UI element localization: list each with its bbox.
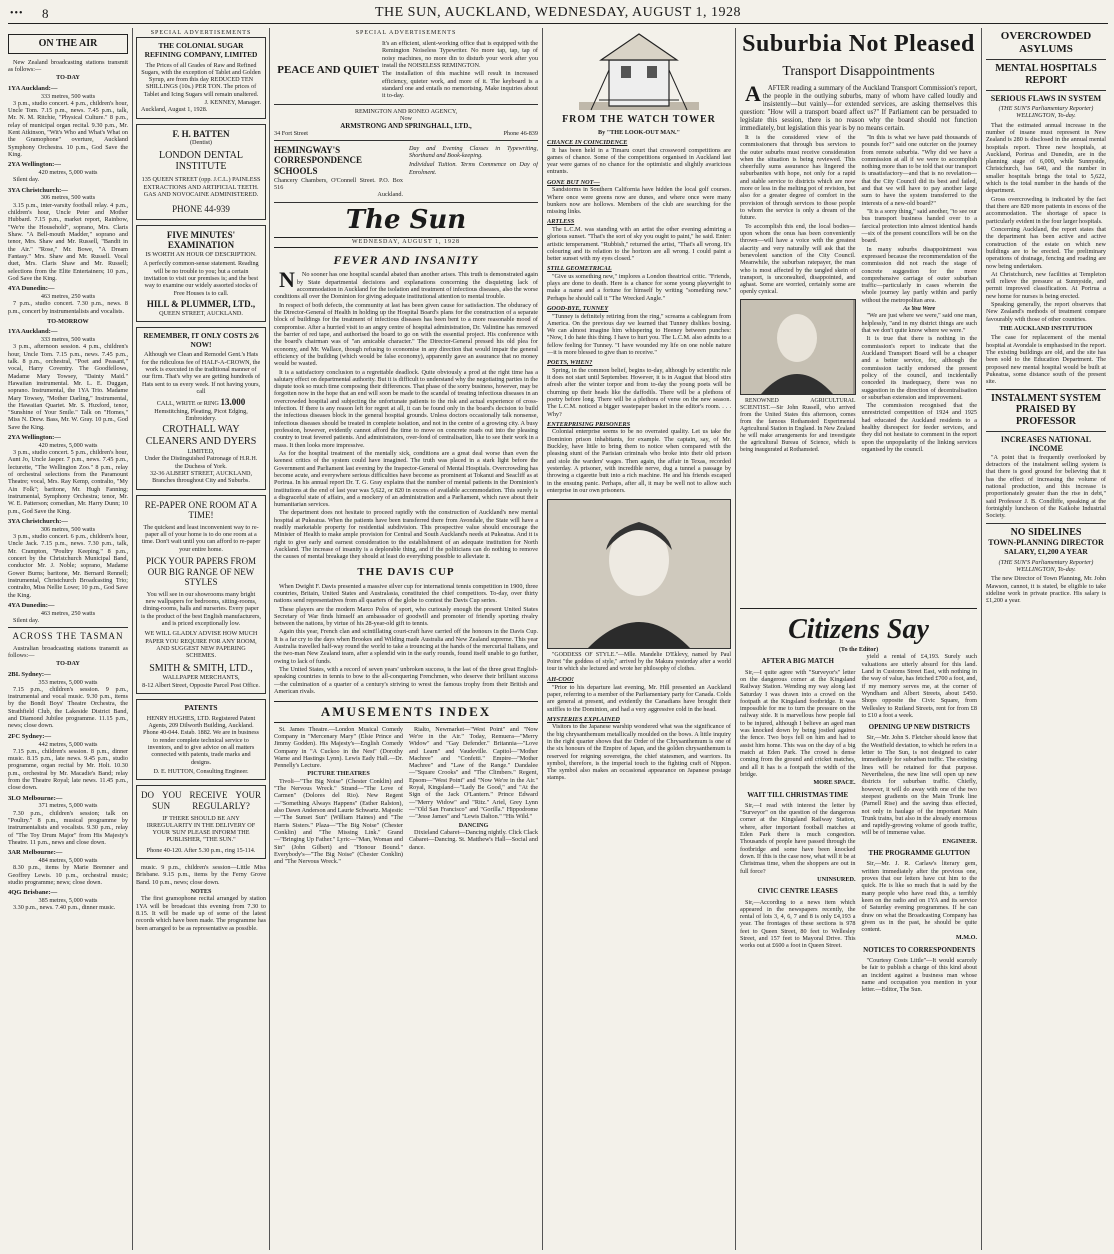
editorial-column: [274, 30, 538, 1250]
dancing-heading: DANCING: [458, 821, 489, 829]
ad-heading: THE COLONIAL SUGAR REFINING COMPANY, LIMITED: [144, 41, 258, 59]
ad-body: You will see in our showrooms many bright new wallpapers for bedrooms, sitting-rooms, dining-rooms, halls and nurseries. Every paper is the product of the best English manufacturers, and is priced exceptionally low.: [141, 590, 261, 628]
instalment-body: "A point that is frequently overlooked by detractors of the instalment selling system is that there is good ground for believing that it has the effect of increasing the volume of national production, and this increase is proportionately greater than the rise in debt," said Professor J. B. Condliffe, speaking at the fortnightly luncheon of the Kaikohe Industrial Society.: [986, 453, 1106, 520]
crothall-ad: [136, 327, 266, 490]
divider: [8, 627, 128, 628]
station-2fc: 2FC Sydney:—: [8, 732, 52, 740]
letter-body: Sir,—According to a news item which appeared in the newspapers recently, the rental of lots 3, 4, 6, 7 and 8 is only £4,193 a year. The frontages of these sections is 978 feet to Queen Street, 80 feet to Wellesley Street, and 157 feet to Mayoral Drive. This works out at £600 a foot in Queen Street.: [740, 898, 856, 950]
ad-terms: Individual Tuition. Terms Commence on Day of Enrolment.: [409, 161, 538, 176]
the-sun-logo: The Sun: [345, 204, 467, 235]
ad-heading: REMEMBER, IT ONLY COSTS 2/6 NOW!: [143, 330, 259, 349]
asylum-paragraph: Speaking generally, the report observes that New Zealand's methods of treatment compare favourably with those of other countries.: [986, 301, 1106, 323]
ad-word: YOUR: [235, 790, 261, 801]
station-programme: Silent day.: [13, 616, 40, 624]
across-tasman-heading: ACROSS THE TASMAN: [12, 631, 124, 642]
station-meta: 371 metres, 5,000 watts: [38, 802, 98, 810]
asylum-paragraph: That the estimated annual increase in the number of insane must represent in New Zealand is 280 is disclosed in the annual mental hospitals report. Three new hospitals, at Auckland, Porirua and Dunedin, are in the planning stage of 6,000, while Sunnyside, Christchurch, has 640, and the number in smaller hospitals brings the total to 5,622, which is the total number in the hands of the department.: [986, 121, 1106, 195]
ad-word: DO: [141, 790, 154, 801]
ad-heading: RE-PAPER ONE ROOM AT A TIME!: [144, 499, 258, 521]
asylum-paragraph: Concerning Auckland, the report states that the department has been active and active construction of the estate on which new buildings are to be erected. The preliminary operations of drainage, fencing and roading are now being undertaken.: [986, 225, 1106, 270]
station-3ar: 3AR Melbourne:—: [8, 849, 63, 857]
station-4ya: 4YA Dunedin:—: [8, 601, 55, 609]
column-rule: [269, 28, 270, 1250]
editorial-headline: FEVER AND INSANITY: [333, 253, 479, 268]
ad-call: CALL, WRITE or RING: [156, 400, 219, 408]
ad-right: [409, 145, 538, 199]
editorial-paragraph: It is a satisfactory conclusion to a regrettable deadlock. Quite obviously a prod at the right time has a salutary effect on departmental authority. But it is difficult to understand why the negotiating parties in the dispute took so much time composing their differences. That phase of the sorry business, however, may be forgotten now in the hope that an end will soon be made to the scandal of treating infectious diseases in an overcrowded hospital and subjecting the unfortunate patients to the risk and actual experience of cross-infection. If there is any reason left for regret at all, it can be found only in the board's decision to build the infectious diseases block in the general hospital grounds. Unless doctors occasionally talk nonsense, infectious diseases should be treated in complete isolation, and not in the centre of a growing city. A busy profession, however, evidently cannot afford the time to move on concrete roads out into the pleasing country to treat fevered patients. And administrators, over-fond of centralisation, like to see their work in a mass. It then looks more impressive.: [274, 368, 538, 449]
letter-signature: MORE SPACE.: [813, 779, 856, 787]
amusements-suburban: Rialto, Newmarket—"West Point" and "Now We're in the Air." Today, Remuera—"Merry Widow" and "Gay Defender." Britannia—"Love and Learn" and Vaudeville. Capitol—"Mother Machree" and "Confetti." Empire—"Mother Machree" and "Law of the Range." Dandalee—"Square Crooks" and "The Climbers." Regent, Epsom—"West Point" and "Now We're in the Air." Royal, Kingsland—"Lady Be Good," and "At the Sign of the Jack O'Lantern." Prince Edward—"Merry Widow" and "Ritz." Ariel, Grey Lynn—"Old San Francisco" and "Gorilla." Hippodrome—"Jesse James" and "Lewis Dalton." "His Wild.": [409, 725, 538, 821]
dentist-ad: [136, 124, 266, 220]
amusements-listing: [274, 726, 538, 867]
masthead-title: THE SUN, AUCKLAND, WEDNESDAY, AUGUST 1, 1928: [374, 5, 742, 20]
hill-plummer-ad: [136, 225, 266, 322]
amusements-heading: AMUSEMENTS INDEX: [274, 701, 538, 722]
station-programme: 3 p.m., studio concert. 5 p.m., children's hour, Aunt Jo, Uncle Jasper. 7 p.m., news. 7.45 p.m., lecturette, "The Wellington Zoo." 8 p.m., relay of orchestral selections from the Paramount Theatre; vocal, Mrs. Ray Kemp, contralto, "My Ain Folk"; baritone, Mr. Hugh Fanning; instrumental, Symphony Orchestra; tenor, Mr. W. E. Patterson; comedian, Mr. Harry Dunn; 10 p.m., God Save the King.: [8, 449, 128, 515]
letters-columns: [740, 653, 977, 994]
portrait-image: [548, 500, 730, 648]
suburbia-paragraph: The commission recognised that the unrestricted competition of 1924 and 1925 had educated the Auckland residents to a healthy disrespect for feeder services, and they did not hesitate to comment in the report upon the unpopularity of the linking services organised by the council.: [861, 402, 977, 454]
asylum-paragraph: At Christchurch, new facilities at Templeton will relieve the pressure at Sunnyside, and permit improved classification. At Porirua a new home for nurses is being erected.: [986, 270, 1106, 300]
suburbia-headline: Suburbia Not Pleased: [742, 31, 975, 57]
station-meta: 463 metres, 250 watts: [40, 292, 96, 300]
goddess-of-style-photo: [547, 499, 731, 649]
station-1ya: 1YA Auckland:—: [8, 84, 58, 92]
column-rule: [132, 28, 133, 1250]
editorial-paragraph: In respect of both defects, the community at last has been given cause for satisfaction. The obduracy of the Director-General of Health in holding up the Hospital Board's plans for the construction of a separate block of buildings for the treatment of infectious diseases has been bent to a more reasonable mood of compromise. After a hurried visit to an angry centre of hospital administration, Dr. Valintine has removed the barrier of red tape, and authorised the board to go on with the essential project. His conference with the board's chairman was of "an amicable character." The Director-General pressed his old plea for economy, and Mr. Wallace, though refusing to economise in any direction that would impair the general efficiency of the building (which would be false economy), apparently gave an assurance that no money would be wasted.: [274, 301, 538, 368]
binding-dots: •••: [10, 8, 24, 19]
ad-name: CROTHALL WAY CLEANERS AND DYERS: [145, 424, 257, 448]
divider: [986, 389, 1106, 390]
ad-phone: Phone 40-120. After 5.30 p.m., ring 15-114.: [146, 846, 256, 854]
asylums-headline: OVERCROWDED ASYLUMS: [1000, 30, 1092, 55]
ad-institute: LONDON DENTAL INSTITUTE: [159, 149, 243, 173]
item-heading: ENTERPRISING PRISONERS: [547, 421, 631, 429]
item-body: Colonial enterprise seems to be no overrated quality. Let us take the Dominion prison inhabitants, for example. The captain, say, of Mr. Buckley, have little to bring them to notice when compared with the pleasing stunt of the Parisian criminals who broke into their old prison and stole the warders' wages. Then again, the affair in Texas, recorded yesterday. A prisoner, with incredible nerve, dug a tunnel a passage by throwing a cigarette butt into a rich machine. He and his friends escaped in the ensuing panic. Perhaps, after all, it may be well not to allow such enterprise in our own prisoners.: [547, 428, 731, 494]
asylum-subhead: THE AUCKLAND INSTITUTION: [999, 325, 1093, 333]
item-heading: MYSTERIES EXPLAINED: [547, 715, 620, 723]
amusements-right: [409, 726, 538, 867]
station-3ya: 3YA Christchurch:—: [8, 517, 68, 525]
letter-heading: AFTER A BIG MATCH: [761, 657, 834, 666]
ad-patron: Under the Distinguished Patronage of H.R.H. the Duchess of York.: [144, 455, 258, 470]
sidelines-subhead: TOWN-PLANNING DIRECTOR: [988, 538, 1104, 548]
lead-text: AFTER reading a summary of the Auckland Transport Commission's report, the people in the outlying suburbs, many of whom have called loudly and insistently—but vainly—for extended services, are asking themselves this question: "How will a transport board affect us?" If Parliament can be persuaded to legislate this session, there is no reason why the board should not function immediately, but legislation this year is by no means certain.: [740, 84, 977, 132]
on-the-air-heading: ON THE AIR: [8, 34, 128, 54]
station-programme: 3 p.m., studio concert. 6 p.m., children's hour, Uncle Jack. 7.15 p.m., news. 7.30 p.m., talk, Mr. Crampton, "Poultry Keeping." 8 p.m., concert by the Christchurch Municipal Band, conductor Mr. J. Noble; soprano, Madame Gower Burns; baritone, Mr. Bernard Rennell; instrumental, Christchurch Broadcasting Trio; contralto, Miss Nellie Lowe; 10 p.m., God Save the King.: [8, 533, 128, 599]
item-heading: GONE BUT NOT—: [547, 178, 600, 186]
suburbia-paragraph: In many suburbs disappointment was expressed because the recommendation of the commission did not reach the stage of concrete suggestion for the more comprehensive carriage of outer suburban traffic—particularly in cases wherein the whole journey lay partly within and partly without the metropolitan area.: [861, 245, 977, 304]
sun-delivery-ad: [136, 785, 266, 859]
item-body: The L.C.M. was standing with an artist the other evening admiring a glorious sunset. "That's the sort of sky you ought to paint," he said. Enter: artistic temperament. "Rubbish," returned the artist, "That's all wrong. It's colouring and its relation to the horizon are all wrong. I could paint a better sunset with my eyes closed.": [547, 225, 731, 263]
editorial-text: No sooner has one hospital scandal abated than another arises. This truth is demonstrated again by State departmental decisions and explanations concerning the disquieting lack of accommodation in Auckland for the isolation and treatment of infectious diseases, also the worse conditions all over the Dominion for giving adequate institutional attention to mental trouble.: [274, 271, 538, 301]
item-body: Visitors to the Japanese warship wondered what was the significance of the big chrysanthemum metallically moulded on the bows. A little inquiry in the right quarter shows that the Order of the Chrysanthemum is one of the six honours of the Empire of Japan, and the golden chrysanthemum is reserved for reigning sovereigns, the chief statesmen, and warriors. Its symbol, therefore, is the imperial touch to the fighting craft of Nippon. The symbol also makes an occasional appearance on Japanese postage stamps.: [547, 723, 731, 782]
station-programme: 7 p.m., studio concert. 7.30 p.m., news. 8 p.m., concert by instrumentalists and vocalists.: [8, 300, 128, 315]
as-you-were-subhead: As You Were: [903, 305, 936, 313]
station-2bl: 2BL Sydney:—: [8, 670, 51, 678]
ad-body: It's an efficient, silent-working office that is equipped with the Remington Noiseless Typewriter. No more tap, tap, tap of noisy machines, no more din to disturb your work after you install the NOISELESS REMINGTON.: [382, 40, 538, 70]
ad-body: HENRY HUGHES, LTD. Registered Patent Agents, 209 Dilworth Building, Auckland. Phone 40-044. Estab. 1882. We are in business to render complete technical service to inventors, and to give advice on all matters connected with patents, trade marks and designs.: [143, 714, 259, 766]
asylum-paragraph: Gross overcrowding is indicated by the fact that there are 820 more patients in excess of the accommodation. The shortage of space is particularly evident in the four larger hospitals.: [986, 195, 1106, 225]
editorial-paragraph: The department does not hesitate to proceed rapidly with the construction of Auckland's new mental hospital at Pukeatua. When the patients have been transferred there from Avondale, the State will have a readily marketable property for residential subdivision. This prospective value should encourage the Minister of Health to make ample provision for Central and South Auckland's needs at Pukeatua. And it is right to give early and earnest consideration to the establishment of an adequate institution for North Auckland. The increase of insanity is a deplorable thing, and if the politicians can do nothing to remove the causes of mental breakage they should at least do everything possible to alleviate it.: [274, 509, 538, 561]
ad-word: RECEIVE: [189, 790, 228, 801]
ad-city: Auckland.: [377, 191, 403, 199]
citizens-say-section: [740, 608, 977, 1248]
ad-services: Hemstitching, Pleating, Picot Edging, Embroidery.: [154, 407, 248, 423]
suburbia-paragraph: "In this is what we have paid thousands of pounds for?" said one outcrier on the journey from remote suburbia. "Why did we have a commission at all if we were to accomplish nothing more than to be told that our transport is unsatisfactory—and that is no revelation—that the City Council did its best and failed, and that we will have to pay another large sum to have the system transferred to the interests of a new-old board?": [861, 133, 977, 207]
station-3lo: 3LO Melbourne:—: [8, 794, 63, 802]
ad-left: [274, 145, 403, 199]
letter-body: Sir,—Mr. John S. Fletcher should know that the Westfield deviation, to which he refers in a letter to The Sun, is not designed to cater immediately for suburban traffic. The existing lines will be retained for that purpose. Nevertheless, the new line will open up new districts for suburban traffic. Chiefly, however, it will do away with one of the two steepest gradients on the Main Trunk line (Parnell Rise) and the saving thus effected, not only in haulage of the important Main Trunk trains, but also in the already enormous and rapidly-growing volume of goods traffic, will be of immense value.: [861, 734, 977, 837]
station-programme: 3 p.m., studio concert. 4 p.m., children's hour, Uncle Tom. 7.15 p.m., news. 7.45 p.m., talk, Mr. N. M. Ritchie, "Physical Culture." 8 p.m., relay of municipal organ recital. 9.30 p.m., Mr. Kent Atkinson, "Wit's Who and What's What on the Gramophone" overture, Auckland Symphony Orchestra. 10 p.m., God Save the King.: [8, 99, 128, 158]
letter-body: Sir,—I quite agree with "Surveyor's" letter on the dangerous corner at the Kingsland Railway Station. Wending my way along last Saturday I was drawn into a crowd on the footpath at the Kingsland footbridge. It was impossible for me to turn the pressure on the railway side. It is marvellous how people fail to be injured, although I believe an aged man was knocked down by being jostled against the fence. Two boys fell on him and had to assist him home. This was on the day of a big match at Eden Park. The crowd is dense coming from the ground and cricket matches, and all it has is a footpath the width of the bridge.: [740, 668, 856, 778]
station-programme: Silent day.: [13, 176, 40, 184]
asylums-column: [986, 30, 1106, 1250]
ad-call-line: [141, 397, 261, 408]
remington-ad: [274, 37, 538, 105]
letters-right: [862, 653, 978, 994]
ad-classes: Day and Evening Classes in Typewriting, Shorthand and Book-keeping.: [409, 144, 538, 160]
ad-subhead: IS WORTH AN HOUR OF DESCRIPTION.: [145, 251, 257, 259]
ad-name: SMITH & SMITH, LTD.,: [149, 662, 253, 674]
ad-body: IF THERE SHOULD BE ANY IRREGULARITY IN THE DELIVERY OF YOUR 'SUN' PLEASE INFORM THE PUBLISHER, "THE SUN.": [146, 814, 256, 844]
radio-intro: New Zealand broadcasting stations transmit as follows:—: [8, 58, 128, 74]
station-4ya: 4YA Dunedin:—: [8, 285, 55, 293]
item-body: Spring, in the common belief, begins to-day, although by scientific rule it does not start until September. However, it is in August that blood stirs afresh after the winter torpor and from to-day the young poets will be churning up their heads like the daffodils. There will be a plethora of poetry before long. There will be a plethora of verse on the new season. The L.C.M. noticed a bigger wastepaper basket in the editor's room. . . . Why?: [547, 366, 731, 418]
ad-heading: HEMINGWAY'S CORRESPONDENCE SCHOOLS: [274, 144, 363, 176]
station-3ya: 3YA Christchurch:—: [8, 186, 68, 194]
ad-word: REGULARLY?: [192, 800, 250, 811]
drop-cap: A: [745, 80, 761, 106]
suburbia-column: [740, 30, 977, 630]
ad-subheading: PICK YOUR PAPERS FROM OUR BIG RANGE OF NEW STYLES: [145, 556, 257, 588]
letter-signature: M.M.O.: [955, 934, 977, 942]
ad-name: HILL & PLUMMER, LTD.,: [146, 298, 256, 309]
special-ads-label: SPECIAL ADVERTISEMENTS: [355, 30, 457, 36]
letter-heading: WAIT TILL CHRISTMAS TIME: [747, 790, 849, 799]
suburbia-deck: Transport Disappointments: [782, 64, 935, 80]
ad-address: 8-12 Albert Street, Opposite Parcel Post Office.: [142, 681, 260, 689]
special-ads-label: SPECIAL ADVERTISEMENTS: [150, 30, 252, 36]
notes-body: The first gramophone recital arranged by station 1YA will be broadcast this evening from 7.30 to 8.15. It will be made up of some of the latest records which have been made. The programme has been arranged to be as representative as possible.: [136, 895, 266, 932]
item-body: "Prior to his departure last evening, Mr. Hill presented an Auckland paper, referring to a member of the Parliamentary party for Canada. Colds are general at present, and evidently the Canadians have brought their sniffles to the Dominion, and had a very aggressive cold in the head.: [547, 683, 731, 713]
masthead: [8, 2, 1108, 24]
dateline: (THE SUN'S Parliamentary Reporter) WELLINGTON, To-day.: [998, 558, 1094, 573]
letter-body: yield a rental of £4,193. Surely such valuations are utterly absurd for this land. Land in Customs Street East, with nothing in the way of value, has fetched £700 a foot, and, if my memory serves me, at the corner of Wyndham and Albert Streets, about £450. Shops opposite the Civic Square, from Wellesley to Rutland Streets, rent for from £8 to £10 a foot a week.: [861, 653, 977, 719]
sugar-ad: [136, 37, 266, 119]
ad-now: Now: [399, 114, 413, 122]
station-meta: 484 metres, 5,000 watts: [38, 857, 98, 865]
today-label: TO-DAY: [56, 660, 80, 668]
dateline: (THE SUN'S Parliamentary Reporter) WELLINGTON, To-day.: [998, 104, 1094, 120]
page-number: 8: [42, 6, 49, 21]
item-heading: ARTLESS: [547, 218, 575, 226]
picture-theatres-heading: PICTURE THEATRES: [307, 770, 370, 778]
ad-limited: LIMITED,: [187, 447, 215, 455]
item-body: Sandstorms in Southern California have hidden the local golf courses. Where once were greens now are dunes, and where once were many bunkers now are hollows. Members of the club are searching for the missing links.: [547, 186, 731, 216]
letters-left: [740, 653, 856, 994]
item-heading: AH-COO!: [547, 676, 574, 684]
letter-heading: OPENING UP NEW DISTRICTS: [868, 723, 970, 732]
item-body: It has been held in a Timaru court that crossword competitions are games of chance. Some of the competitions organised in Auckland last year were games of no chance for the optimistic and slightly avaricious entrants.: [547, 146, 731, 176]
station-2ya: 2YA Wellington:—: [8, 434, 61, 442]
ad-address: 34 Fort Street: [274, 130, 309, 138]
letter-heading: NOTICES TO CORRESPONDENTS: [863, 945, 976, 954]
ad-name: ARMSTRONG AND SPRINGHALL, LTD.,: [340, 122, 472, 131]
davis-paragraph: These players are the modern Marco Polos of sport, who curiously enough the present United States Secretary of War finds himself an ambassador of goodwill and promoter of friendly sporting rivalry between the nations, by virtue of his 28-year-old gift to tennis.: [274, 605, 538, 628]
ad-phone: Phone 46-839: [503, 130, 538, 138]
station-programme: 3 p.m., afternoon session. 4 p.m., children's hour, Uncle Tom. 7.15 p.m., news. 7.45 p.m., talk. 8 p.m., orchestral, "Poet and Peasant," vocal, Harry Coventry. The Goodfellows, Madame Mary Towsey, "Dainty Maid." Hawaiian instrumental. Mr. L. E. Duggan, soprano. Instrumental, the 1YA Trio. Madame Mary Towsey, "Mother Darling," Instrumental, the Hawaiian Quartet. Mr. S. Huxford, tenor, "Sunshine of Your Smile." Talk on "Homes," Miss N. Drew. Bass, Mr. W. Gray. 10 p.m., God Save the King.: [8, 343, 128, 431]
davis-paragraph: Again this year, French clan and scintillating court-craft have carried off the honours in the Davis Cup. It is a far cry to the days when Brookes and Wilding made Australia and New Zealand supreme. This year Australia travelled half-way round the world to take a trouncing at the hands of the mercurial Italians, and the two-man New Zealand team, after a splendid win in the early rounds, found itself unable to go further, owing to lack of funds.: [274, 628, 538, 665]
portrait-image: [741, 300, 853, 394]
letter-heading: CIVIC CENTRE LEASES: [757, 887, 838, 896]
ad-heading: FIVE MINUTES' EXAMINATION: [166, 229, 236, 251]
editorial-paragraph: [274, 267, 538, 301]
station-2ya: 2YA Wellington:—: [8, 161, 61, 169]
suburbia-paragraph: "We are just where we were," said one man, helplessly, "and in my district things are such that we don't quite know where we were.": [861, 312, 977, 335]
notes-heading: NOTES: [190, 888, 212, 896]
watch-tower-illustration: [547, 30, 731, 112]
drop-cap: N: [279, 267, 295, 293]
editorial-paragraph: As for the hospital treatment of the mentally sick, conditions are a great deal worse than even the keenest critics of the system could have imagined. The truth was placed in a stark light before the Government and Parliament last evening by the Inspector-General of Mental Hospitals. Overcrowding has become acute, and everywhere serious difficulties have become as prominent at Tokanui and Seacliff as at Porirua. In his annual report Dr. T. G. Gray explains that the number of mental patients in the Dominion's institutions at the end of last year was 5,622, or 820 in excess of available accommodation. This surely is a disgraceful state of affairs, and a mockery of an administration and a Parliament, which rave about their humanitarian services.: [274, 449, 538, 509]
amusements-left: [274, 726, 403, 867]
ad-contact: [274, 130, 538, 140]
column-rule: [542, 28, 543, 1250]
letter-body: Sir,—I read with interest the letter by "Surveyor" on the question of the dangerous corner at the Kingsland Railway Station, where, after important football matches at Eden Park there is much congestion. Thousands of people have passed through the footbridge and some have been knocked down. If this is the case now, what will it be at Christmas time, when the shoppers are out in full force?: [740, 801, 856, 875]
ad-signature: J. KENNEY, Manager.: [204, 99, 261, 107]
suburbia-paragraph: It is the considered view of the commissioners that through bus services to the outer suburbs must receive consideration when the situation is being reviewed. This cheerfully sums assurance has lingered the suburbanites with hope, not only for a rapid and stable service to districts which are now more or less in the melting pot of revision, but also for a greater degree of comfort in the provision of through services to those people to whom the service is only a dream of the future.: [740, 133, 856, 222]
ad-text-block: [382, 40, 538, 101]
item-heading: GOOD-BYE, TUNNEY: [547, 305, 609, 313]
patents-ad: [136, 699, 266, 780]
column-rule: [735, 28, 736, 1250]
asylums-subhead: MENTAL HOSPITALS REPORT: [995, 62, 1097, 86]
suburbia-paragraph: It is true that there is nothing in the commission's report to indicate that the Auckland Transport Board will be a cheaper and a better service, for, although the commission tacitly endorsed the present policy of the council, and incidentally conceded its inadequacy, there was no suggestion in the direction of decentralisation or suburban extension and improvement.: [861, 335, 977, 401]
station-programme: 3.30 p.m., news. 7.40 p.m., dinner music.: [13, 904, 116, 912]
watch-tower-title: FROM THE WATCH TOWER: [562, 114, 716, 125]
station-programme: 7.30 p.m., children's session; talk on "Poultry." 8 p.m., musical programme by instrumentalists and vocalists. 9.30 p.m., relay of "The Toy Drum Major" from His Majesty's Theatre. 11 p.m., news and close down.: [8, 809, 128, 847]
ad-body: The installation of this machine will result in increased efficiency, quieter work, and more of it. The keyboard is a standard one and entails no memorising. Make inquiries about it to-day.: [382, 70, 538, 100]
ad-heading: F. H. BATTEN: [172, 128, 230, 139]
suburbia-body: [740, 134, 977, 457]
photo-caption: RENOWNED AGRICULTURAL SCIENTIST.—Sir John Russell, who arrived from the United States this afternoon, comes from the famous Rothamsted Experimental Agricultural Station in England. In New Zealand he will make arrangements for and investigate the agricultural Bureau of Science, which is being inaugurated at Rothamsted.: [740, 397, 856, 453]
divider: [986, 431, 1106, 432]
item-body: "Give us something new," implores a London theatrical critic. "Friends, plays are done to death. Here is a chance for some young playwright to make a name and a fortune for himself by writing "something new." Perhaps he should call it "The Wrecked Angle.": [547, 272, 731, 302]
suburbia-right: [862, 134, 978, 457]
ad-banner: [141, 801, 261, 812]
column-rule: [981, 28, 982, 1250]
newspaper-page: [8, 0, 1108, 1254]
ad-sub: WALLPAPER MERCHANTS,: [162, 674, 240, 682]
photo-caption: "GODDESS OF STYLE."—Mlle. Mandelie D'Eklevy, named by Paul Poiret "the goddess of style," arrived by the Makura yesterday after a world tour in which she lectured and wrote her philosophy of clothes.: [547, 652, 731, 673]
station-meta: 306 metres, 500 watts: [40, 525, 96, 533]
asylum-paragraph: The case for replacement of the mental hospital at Avondale is emphasised in the report. The existing buildings are old, and the site has been sold to the Education Department. The proposed new mental hospital would be built at Pukeatua, some distance south of the present site.: [986, 334, 1106, 386]
letter-body: Sir,—Mr. J. R. Carlaw's literary gem, written immediately after the previous one, proves that our letters have cut him to the quick. He is like so much that is said by the many people who have read this, a terribly keen on the radio and on 1YA and its service of Saturday evening programmes. If he can draw on what the Broadcasting Company has given us in the past, he should be quite content.: [861, 860, 977, 934]
smith-smith-ad: [136, 495, 266, 695]
station-meta: 333 metres, 500 watts: [40, 92, 96, 100]
station-meta: 353 metres, 5,000 watts: [38, 678, 98, 686]
hemingway-ad: [274, 145, 538, 203]
ad-date: Auckland, August 1, 1928.: [141, 106, 208, 114]
ad-address: Chancery Chambers, O'Connell Street. P.O. Box 516: [274, 176, 403, 191]
divider: [986, 90, 1106, 91]
station-programme: 7.15 p.m., children's session. 8 p.m., dinner music. 8.15 p.m., late news. 9.45 p.m., studio programme, organ recital by Mr. Holt. 10.30 p.m., orchestral by Mr. Macadie's Band; relay from the Theatre Royal; late news. 11.45 p.m., close down.: [8, 747, 128, 792]
item-heading: POETS, WHEN?: [547, 359, 593, 367]
station-4qg: 4QG Brisbane:—: [8, 889, 58, 897]
ad-heading: PATENTS: [184, 703, 218, 713]
letter-body: "Courtesy Costs Little"—It would scarcely be fair to publish a charge of this kind about an incident against a business man whose name and occupation you mention in your letter.—Editor, The Sun.: [861, 957, 977, 994]
ad-company: REMINGTON AND RONEO AGENCY,: [354, 107, 458, 115]
letter-signature: ENGINEER.: [942, 837, 977, 845]
station-programme: 3.15 p.m., inter-varsity football relay. 4 p.m., children's hour, Uncle Peter and Mother Hubbard. 7.15 p.m., market report, Rainbow, "We're the Household", soprano, Mrs. Claris Shaw. "A Bell-mouth Madder," soprano and tenor, Mrs. Shaw and Mr. Russell, "Bandit in the Air." "Rose," Mr. Bowe, "A Dream Fantasy." Mrs. Shaw and Mr. Russell. Vocal duet, Mrs. Claris Shaw and Mr. Russell; selections from the Elite Entertainers; 10 p.m., God Save the King.: [8, 201, 128, 282]
letter-signature: UNINSURED.: [817, 875, 856, 883]
suburbia-paragraph: "It is a sorry thing," said another, "to see our bus transport business handed over to a farcical protection into almost identical hands—six of the present councillors will be on the board.: [861, 208, 977, 245]
today-label: TO-DAY: [56, 74, 80, 82]
amusements-dancing: Dixieland Cabaret—Dancing nightly. Click Clack Cabaret—Dancing. St. Matthew's Hall—Social and dance.: [409, 828, 538, 851]
editorial-date: WEDNESDAY, AUGUST 1, 1928: [274, 237, 538, 248]
station-meta: 385 metres, 5,000 watts: [38, 897, 98, 905]
suburbia-paragraph: To accomplish this end, the local bodies—upon whom the onus has been conveniently thrown—will have a voice with the greatest alacrity and very naturally will ask that the benevolent sanction of the City Council. Meanwhile, the suburban ratepayer, the man who is most affected by the tangled skein of transport, is unconsulted, disappointed, and aghast. Some are worried, certainly some are openly cynical.: [740, 222, 856, 296]
suburbia-lead: [740, 80, 977, 133]
instalment-headline: INSTALMENT SYSTEM PRAISED BY PROFESSOR: [991, 392, 1101, 428]
ad-body: A perfectly common-sense statement. Reading will be no trouble to you; but a certain invitation to visit our premises is; and the best way to examine our widely assorted stocks of Free Houses is to call.: [143, 260, 259, 297]
station-meta: 442 metres, 5,000 watts: [38, 740, 98, 748]
item-heading: STILL GEOMETRICAL: [547, 265, 612, 273]
radio-column: [8, 30, 128, 1250]
suburbia-left: [740, 134, 856, 457]
ads-column: [136, 30, 266, 1250]
ad-banner: [141, 790, 261, 801]
asylums-subhead-2: SERIOUS FLAWS IN SYSTEM: [990, 93, 1102, 103]
byline: By "THE LOOK-OUT MAN.": [597, 128, 681, 136]
tower-drawing: [579, 30, 699, 112]
davis-cup-headline: THE DAVIS CUP: [357, 565, 455, 578]
item-body: "Tunney is definitely retiring from the ring," screams a cablegram from America. On the previous day we learned that Tunney dislikes boxing. We can almost imagine him whispering to Heeney between punches: "Now, I do hate this thing. I have to hurt you. The L.C.M. also admits to a fellow feeling for Tunney. "I have wounded my life on one noble nature—it is more blessed to give than to receive.": [547, 312, 731, 357]
davis-paragraph: When Dwight F. Davis presented a massive silver cup for international tennis competition in 1900, three countries, Britain, United States and Australasia, constituted the chief competitors. To-day, over thirty nations send representatives from all quarters of the globe to contest the Davis Cup series.: [274, 582, 538, 605]
station-meta: 306 metres, 500 watts: [40, 194, 96, 202]
instalment-subhead: INCREASES NATIONAL INCOME: [1000, 434, 1092, 454]
sidelines-salary: SALARY, £1,200 A YEAR: [1004, 546, 1088, 556]
citizens-say-sub: (To the Editor): [838, 646, 879, 654]
radio-continued: music. 9 p.m., children's session—Little Miss Brisbane. 9.15 p.m., items by the Ferny Grove Band. 10 p.m., news; close down.: [136, 864, 266, 886]
amusements-pictures: Tivoli—"The Big Noise" (Chester Conklin) and "The Nervous Wreck." Strand—"The Love of Carmen" (Dolores del Rio). New Regent—"Something Always Happens" (Esther Ralston), also Dawn Anderson and Laurie Schwartz. Majestic—"The Sunset Sun" (William Haines) and "The Harris Sisters." Plaza—"The Big Noise" (Chester Conklin) and "The Missing Link." Grand—"Bringing Up Father." Lyric—"Man, Woman and Sin" (John Gilbert) and "Honour Bound." Everybody's—"The Big Noise" (Chester Conklin) and "The Nervous Wreck.": [274, 777, 403, 866]
station-meta: 420 metres, 5,000 watts: [38, 169, 98, 177]
davis-paragraph: The United States, with a record of seven years' unbroken success, is the last of the three great English-speaking countries in tennis to bow to the all-conquering Frenchmen, who deserve their brilliant success—the culmination of a quarter of a century's striving to wrest the famous trophy from their British and American rivals.: [274, 666, 538, 695]
divider: [986, 523, 1106, 524]
station-meta: 420 metres, 5,000 watts: [38, 441, 98, 449]
ad-body: Although we Clean and Remodel Gent.'s Hats for the ridiculous fee of HALF-A-CROWN, the work is executed in the traditional manner of our firm. That's why we are getting hundreds of Hats sent to us every week. If not having yours, call: [141, 351, 261, 395]
scientist-photo: [740, 299, 856, 395]
station-programme: 8.30 p.m., items by Marie Bremner and Geoffrey Lewis. 10 p.m., orchestral music; studio programme; news; close down.: [8, 864, 128, 887]
amusements-theatres: St. James Theatre.—London Musical Comedy Company in "Mercenary Mary" (Elsie Prince and Jimmy Godden). His Majesty's—English Comedy Company in "A Cuckoo in the Nest" (Dorothy Warne and Hastings Lynn). Lewis Eady Hall.—Dr. Pennelly's Lecture.: [274, 725, 403, 770]
ad-word: YOU: [161, 790, 182, 801]
letter-heading: THE PROGRAMME GLUTTON: [868, 849, 970, 858]
ad-heading: PEACE AND QUIET: [277, 63, 379, 76]
ad-body: The Prices of all Grades of Raw and Refined Sugars, with the exception of Tablet and Golden Syrup, are from this day REDUCED TEN SHILLINGS (10s.) PER TON. The prices of Tablet and Icing Sugars will remain unaltered.: [141, 61, 261, 98]
sidelines-body: The new Director of Town Planning, Mr. John Mawson, cannot, it is stated, be eligible to take sideline work in private practice. His salary is £1,200 a year.: [986, 575, 1106, 605]
ad-signature: D. E. HUTTON, Consulting Engineer.: [153, 768, 249, 775]
ad-body: The quickest and least inconvenient way to re-paper all of your home is to do one room at a time. Don't wait until you can afford to re-paper your entire home.: [141, 523, 261, 553]
ad-word: SUN: [152, 800, 171, 811]
ad-phone: 13.000: [220, 397, 246, 408]
station-programme: 7.15 p.m., children's session. 9 p.m., instrumental and vocal music. 9.30 p.m., items by the Bondi Boys' Theatre Orchestra, the Strathfield Club, the Lakeside District Band, and Diamond Jubilee programme. 11.15 p.m., news; close down.: [8, 685, 128, 730]
divider: [986, 59, 1106, 60]
ad-address: 32-36 ALBERT STREET, AUCKLAND, Branches throughout City and Suburbs.: [149, 469, 252, 485]
ad-address: QUEEN STREET, AUCKLAND.: [159, 309, 243, 317]
citizens-say-heading: Citizens Say: [788, 614, 929, 645]
sidelines-headline: NO SIDELINES: [1010, 526, 1082, 538]
across-intro: Australian broadcasting stations transmit as follows:—: [8, 644, 128, 660]
tomorrow-label: TO-MORROW: [47, 317, 89, 325]
watch-tower-column: [547, 30, 731, 1250]
station-meta: 463 metres, 250 watts: [40, 609, 96, 617]
ad-phone: PHONE 44-939: [172, 204, 230, 215]
ad-address: 135 QUEEN STREET (opp. J.C.L.) PAINLESS EXTRACTIONS AND ARTIFICIAL TEETH. GAS AND NOVOCAINE ADMINISTERED.: [141, 176, 261, 198]
station-meta: 333 metres, 500 watts: [40, 336, 96, 343]
ad-role: (Dentist): [190, 139, 212, 147]
station-1ya: 1YA Auckland:—: [8, 328, 58, 336]
item-heading: CHANCE IN COINCIDENCE: [547, 139, 628, 147]
ad-advice: WE WILL GLADLY ADVISE HOW MUCH PAPER YOU REQUIRE FOR ANY ROOM, AND SUGGEST NEW PAPERING SCHEMES.: [144, 630, 258, 660]
